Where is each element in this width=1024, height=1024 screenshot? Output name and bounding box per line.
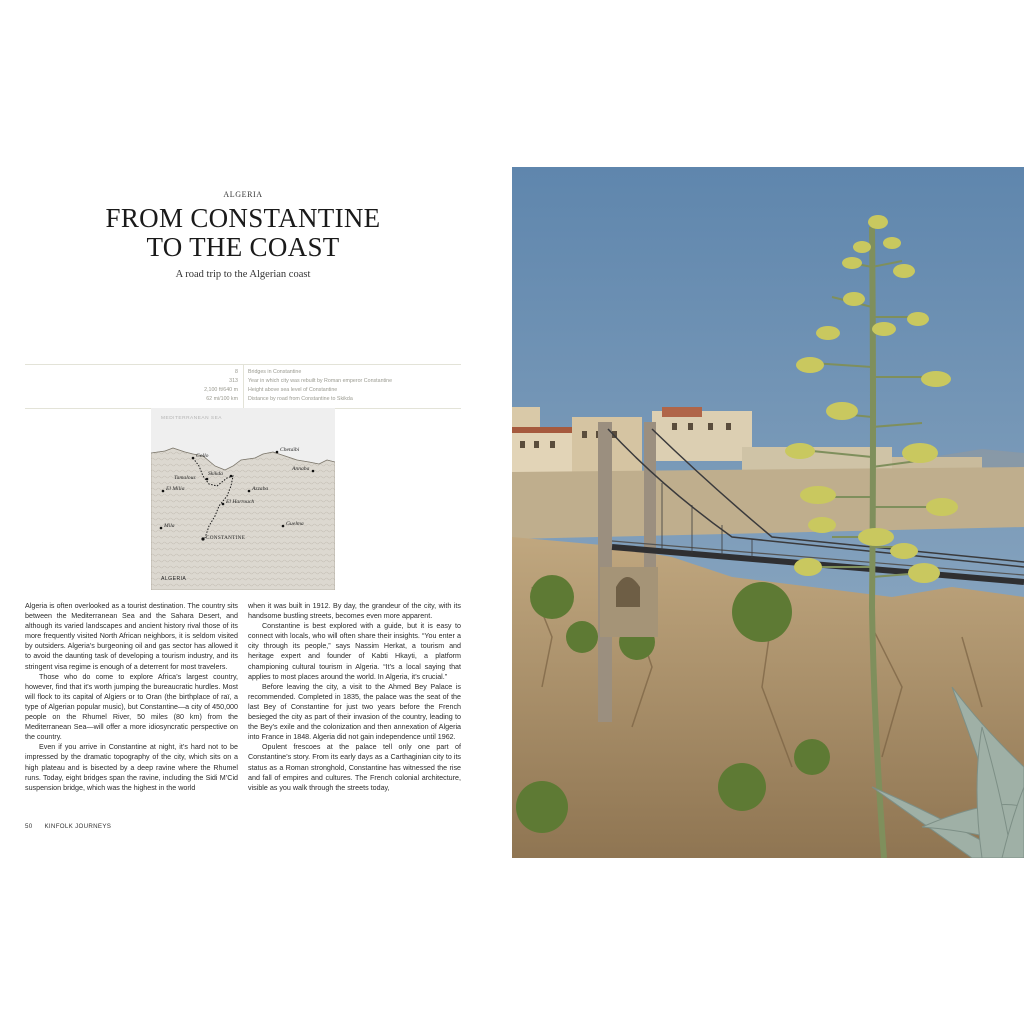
facts-table <box>25 364 461 409</box>
body-paragraph: Before leaving the city, a visit to the Ahmed Bey Palace is recommended. Completed in 1835, the palace was the seat of the last Bey of Constantine for just two years before the French besieged the city as part of their invasion of the country, leading to the Bey’s exile and the colonization and then annexation of Algeria into France in 1848. Algeria did not gain independence until 1962. <box>248 682 461 742</box>
map-label-guelma: Guelma <box>286 521 304 527</box>
map-label-collo: Collo <box>196 453 209 459</box>
page-folio <box>25 823 111 830</box>
body-paragraph: Constantine is best explored with a guide, but it is easy to connect with locals, who will often share their insights. “You enter a city through its people,” says Nassim Herkat, a tourism and heritage expert and founder of Kabti Hkayti, a platform championing cultural tourism in Algeria. “It’s a local saying that applies to most places around the world. In Algeria, it’s crucial.” <box>248 622 461 681</box>
map-dot-tamalous <box>206 478 209 481</box>
map-dot-azzaba <box>248 490 251 493</box>
article-subtitle: A road trip to the Algerian coast <box>175 269 311 280</box>
body-paragraph: Those who do come to explore Africa’s largest country, however, find that it’s worth jumping the bureaucratic hurdles. Most will flock to its capital of Algiers or to Oran (the birthplace of raï, a type of Algerian popular music), but Constantine—a city of 450,000 people on the Rhumel River, 50 miles (80 km) from the Mediterranean Sea—will offer a more idiosyncratic perspective on the country. <box>25 672 238 742</box>
body-column-1 <box>25 601 238 803</box>
map-country-label: ALGERIA <box>161 576 187 582</box>
map-label-azzaba: Azzaba <box>252 486 269 492</box>
map-dot-annaba <box>312 470 315 473</box>
publication-name: KINFOLK JOURNEYS <box>44 823 112 830</box>
fact-label: Height above sea level of Constantine <box>248 387 338 393</box>
fact-row <box>25 377 461 386</box>
body-paragraph: Opulent frescoes at the palace tell only one part of Constantine’s story. From its early days as a Carthaginian city to its status as a Roman stronghold, Constantine has witnessed the rise and fall of empires and cultures. The French colonial architecture, visible as you walk through the streets today, <box>248 743 461 792</box>
fact-label: Bridges in Constantine <box>248 369 302 375</box>
map-dot-collo <box>192 457 195 460</box>
map-dot-guelma <box>282 525 285 528</box>
fact-value: 8 <box>235 369 238 375</box>
page-number: 50 <box>25 823 33 830</box>
body-paragraph: when it was built in 1912. By day, the grandeur of the city, with its handsome bustling streets, becomes even more apparent. <box>248 602 461 621</box>
fact-row <box>25 395 461 404</box>
article-title <box>25 204 461 262</box>
map-sea-label: MEDITERRANEAN SEA <box>161 416 223 421</box>
section-kicker: ALGERIA <box>223 190 263 199</box>
fact-value: 62 mi/100 km <box>206 396 238 402</box>
fact-row <box>25 386 461 395</box>
map-label-el-harrouch: El Harrouch <box>226 499 255 505</box>
map-label-chetaibi: Chetaïbi <box>280 447 300 453</box>
map-label-constantine: CONSTANTINE <box>206 535 246 541</box>
body-paragraph: Algeria is often overlooked as a tourist destination. The country sits between the Mediterranean Sea and the Sahara Desert, and although its varied landscapes and ancient history rival those of its more frequently visited North African neighbors, it is seldom visited by outsiders. Algeria’s burgeoning oil and gas sector has allowed it to avoid the daunting task of developing a tourism industry, and its stringent visa regime is enough of a deterrent for most travelers. <box>25 602 238 671</box>
map-label-annaba: Annaba <box>292 466 310 472</box>
map-dot-el-harrouch <box>222 503 225 506</box>
map-dot-el-milia <box>162 490 165 493</box>
fact-value: 313 <box>229 378 238 384</box>
bridge-agave-photo <box>512 167 1024 858</box>
map-label-el-milia: El Milia <box>166 486 185 492</box>
article-title-line-1: FROM CONSTANTINE <box>105 203 381 233</box>
article-title-line-2: TO THE COAST <box>146 232 340 262</box>
body-column-2 <box>248 601 461 803</box>
fact-label: Distance by road from Constantine to Skikda <box>248 396 353 402</box>
route-map <box>151 408 335 590</box>
map-dot-constantine <box>201 537 204 540</box>
map-label-skikda: Skikda <box>208 471 223 477</box>
fact-label: Year in which city was rebuilt by Roman emperor Constantine <box>248 378 393 384</box>
map-dot-chetaibi <box>276 451 279 454</box>
map-label-tamalous: Tamalous <box>174 475 196 481</box>
fact-value: 2,100 ft/640 m <box>204 387 238 393</box>
map-dot-mila <box>160 527 163 530</box>
photo-illustration <box>512 167 1024 858</box>
body-paragraph: Even if you arrive in Constantine at night, it’s hard not to be impressed by the dramatic topography of the city, which sits on a high plateau and is bisected by a deep ravine where the Rhumel runs. Today, eight bridges span the ravine, including the Sidi M’Cid suspension bridge, which was the highest in the world <box>25 743 238 792</box>
map-label-mila: Mila <box>164 523 175 529</box>
map-dot-skikda <box>230 475 233 478</box>
fact-row <box>25 368 461 377</box>
